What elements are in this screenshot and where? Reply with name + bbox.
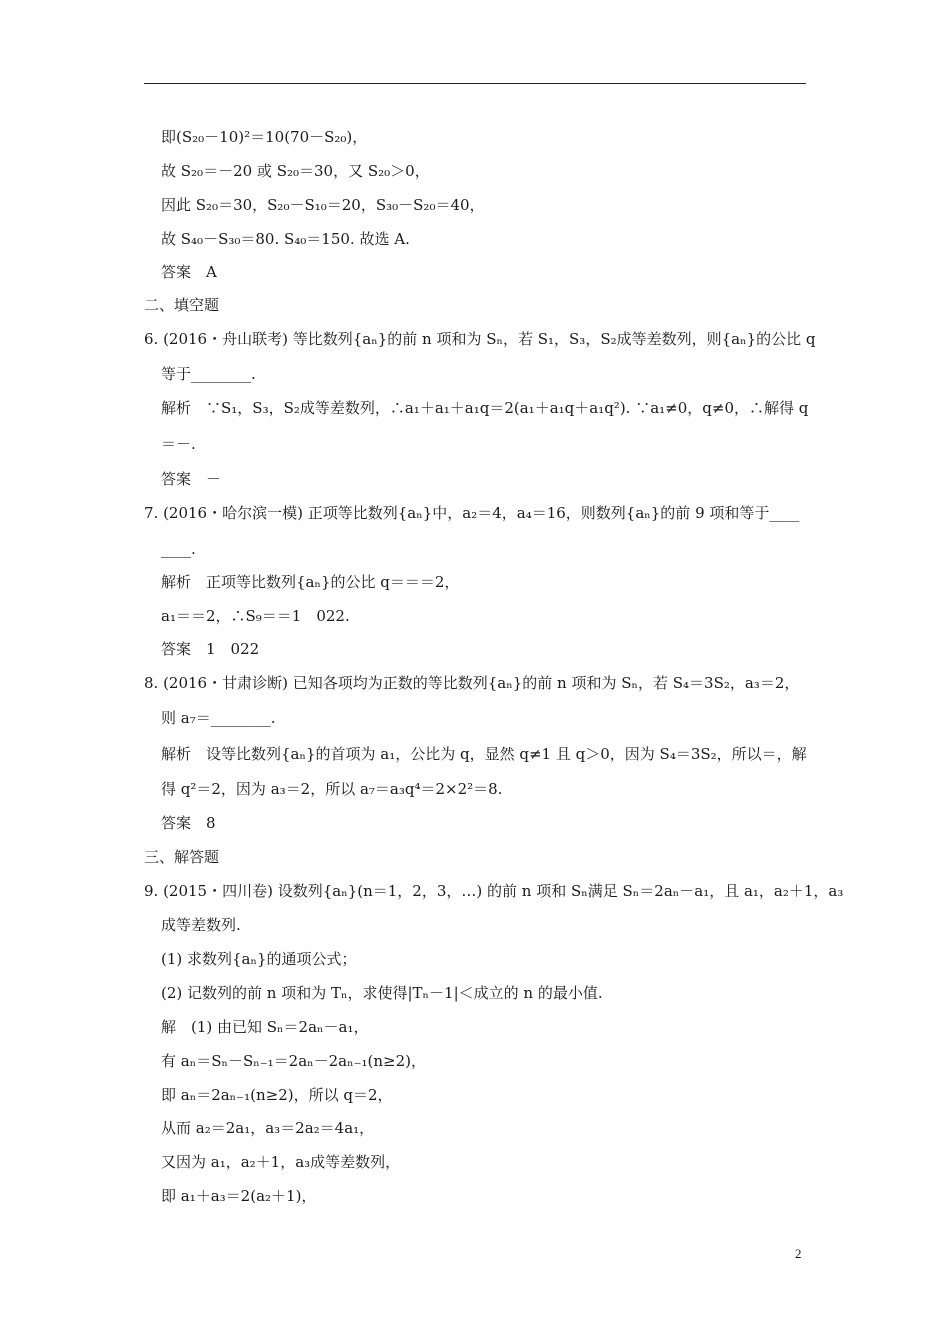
question-6: 6. (2016・舟山联考) 等比数列{aₙ}的前 n 项和为 Sₙ，若 S₁，S₃，S₂成等差数列，则{aₙ}的公比 q bbox=[144, 330, 816, 348]
question-9-cont: 成等差数列. bbox=[161, 916, 241, 934]
question-7-cont: ____. bbox=[161, 540, 196, 558]
question-7: 7. (2016・哈尔滨一模) 正项等比数列{aₙ}中，a₂＝4，a₄＝16，则数列{aₙ}的前 9 项和等于____ bbox=[144, 504, 800, 522]
question-9-part-1: (1) 求数列{aₙ}的通项公式； bbox=[161, 950, 357, 968]
question-9-part-2: (2) 记数列的前 n 项和为 Tₙ，求使得|Tₙ－1|＜成立的 n 的最小值. bbox=[161, 984, 603, 1002]
section-heading-solve: 三、解答题 bbox=[144, 848, 220, 866]
solution-line: 因此 S₂₀＝30，S₂₀－S₁₀＝20，S₃₀－S₂₀＝40， bbox=[161, 196, 485, 214]
solution-7: 解析 正项等比数列{aₙ}的公比 q＝＝＝2， bbox=[161, 573, 460, 591]
solution-line: 故 S₄₀－S₃₀＝80. S₄₀＝150. 故选 A. bbox=[161, 230, 410, 248]
solution-8: 解析 设等比数列{aₙ}的首项为 a₁，公比为 q，显然 q≠1 且 q＞0，因为 S₄＝3S₂，所以＝，解 bbox=[161, 745, 807, 763]
page-number: 2 bbox=[795, 1246, 802, 1261]
question-9: 9. (2015・四川卷) 设数列{aₙ}(n＝1，2，3，…) 的前 n 项和 Sₙ满足 Sₙ＝2aₙ－a₁，且 a₁，a₂＋1，a₃ bbox=[144, 882, 844, 900]
solution-line: 故 S₂₀＝－20 或 S₂₀＝30，又 S₂₀＞0， bbox=[161, 162, 430, 180]
answer-8: 答案 8 bbox=[161, 814, 216, 832]
header-rule bbox=[144, 83, 806, 84]
solution-9-step: 即 a₁＋a₃＝2(a₂＋1)， bbox=[161, 1187, 317, 1205]
solution-9-step: 即 aₙ＝2aₙ₋₁(n≥2)，所以 q＝2， bbox=[161, 1086, 393, 1104]
solution-9-step: 又因为 a₁，a₂＋1，a₃成等差数列， bbox=[161, 1153, 401, 1171]
answer-7: 答案 1 022 bbox=[161, 640, 260, 658]
solution-9-step: 有 aₙ＝Sₙ－Sₙ₋₁＝2aₙ－2aₙ₋₁(n≥2)， bbox=[161, 1052, 427, 1070]
question-8-cont: 则 a₇＝________. bbox=[161, 709, 276, 727]
solution-7-cont: a₁＝＝2，∴S₉＝＝1 022. bbox=[161, 607, 350, 625]
solution-8-cont: 得 q²＝2，因为 a₃＝2，所以 a₇＝a₃q⁴＝2×2²＝8. bbox=[161, 780, 503, 798]
solution-9: 解 (1) 由已知 Sₙ＝2aₙ－a₁， bbox=[161, 1018, 369, 1036]
answer-line: 答案 A bbox=[161, 263, 217, 281]
solution-9-step: 从而 a₂＝2a₁，a₃＝2a₂＝4a₁， bbox=[161, 1119, 375, 1137]
solution-6: 解析 ∵S₁，S₃，S₂成等差数列，∴a₁＋a₁＋a₁q＝2(a₁＋a₁q＋a₁q²). ∵a₁≠0，q≠0，∴解得 q bbox=[161, 399, 809, 417]
section-heading-fill-blank: 二、填空题 bbox=[144, 296, 220, 314]
question-8: 8. (2016・甘肃诊断) 已知各项均为正数的等比数列{aₙ}的前 n 项和为 Sₙ，若 S₄＝3S₂，a₃＝2， bbox=[144, 674, 800, 692]
answer-6: 答案 － bbox=[161, 470, 222, 488]
solution-line: 即(S₂₀－10)²＝10(70－S₂₀)， bbox=[161, 128, 368, 146]
question-6-cont: 等于________. bbox=[161, 365, 256, 383]
solution-6-cont: ＝－. bbox=[161, 435, 196, 453]
